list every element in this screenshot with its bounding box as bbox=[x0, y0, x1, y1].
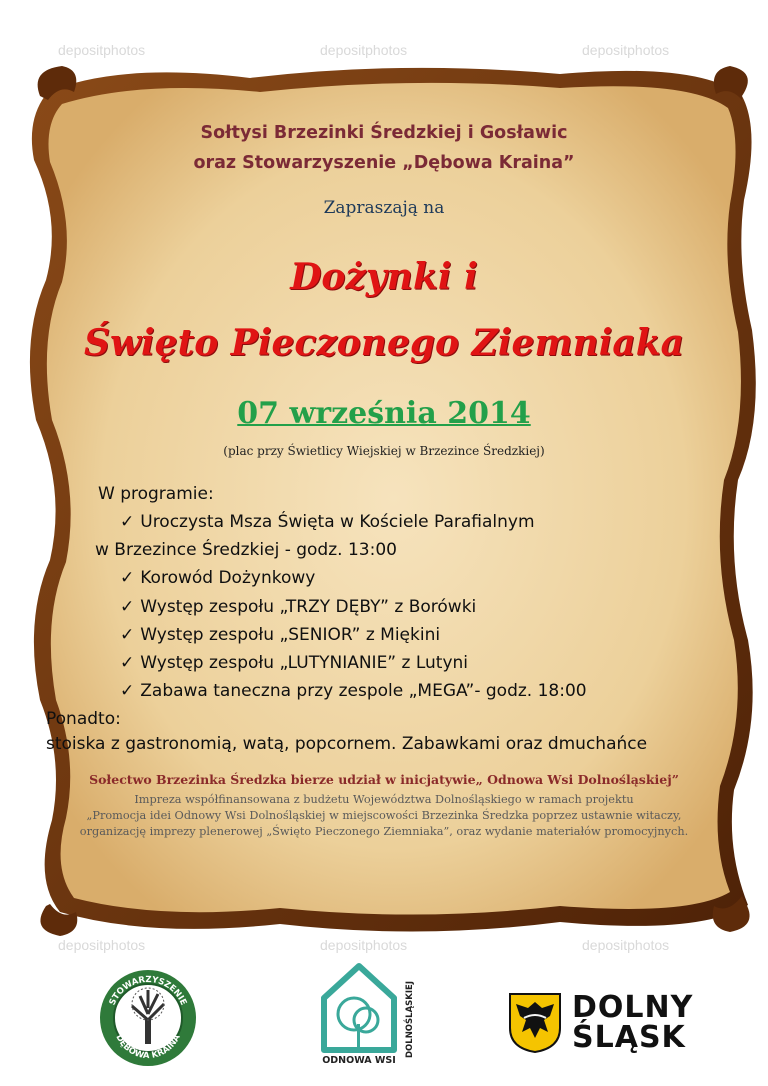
check-icon: ✓ bbox=[120, 625, 135, 645]
event-title-line-1: Dożynki i bbox=[290, 256, 478, 298]
watermark-text: depositphotos bbox=[320, 937, 408, 953]
event-place: (plac przy Świetlicy Wiejskiej w Brzezince Średzkiej) bbox=[223, 444, 545, 458]
program-item bbox=[120, 625, 440, 645]
program-item-text: Występ zespołu „SENIOR” z Miękini bbox=[140, 625, 441, 645]
extra-text: stoiska z gastronomią, watą, popcornem. Zabawkami oraz dmuchańce bbox=[46, 734, 648, 754]
association-logo-bottom-text: DĘBOWA KRAINA bbox=[113, 1033, 183, 1062]
organizers-line-2: oraz Stowarzyszenie „Dębowa Kraina” bbox=[193, 153, 575, 173]
organizers bbox=[0, 118, 768, 178]
event-date: 07 września 2014 bbox=[237, 396, 531, 431]
watermark-text: depositphotos bbox=[58, 42, 146, 58]
association-logo bbox=[98, 968, 198, 1068]
watermark-text: depositphotos bbox=[582, 937, 670, 953]
odnowa-logo-side-text: DOLNOŚLĄSKIEJ bbox=[405, 981, 415, 1058]
odnowa-logo-bottom-text: ODNOWA WSI bbox=[322, 1055, 396, 1066]
extra-heading: Ponadto: bbox=[46, 709, 121, 729]
footer-line: organizację imprezy plenerowej „Święto Pieczonego Ziemniaka”, oraz wydanie materiałów promocyjnych. bbox=[79, 825, 689, 838]
region-logo-line-1: DOLNY bbox=[572, 990, 694, 1025]
program-item bbox=[120, 568, 315, 588]
region-logo-text bbox=[572, 990, 694, 1055]
program-heading: W programie: bbox=[98, 484, 214, 504]
program-item-text: Występ zespołu „LUTYNIANIE” z Lutyni bbox=[140, 653, 469, 673]
association-logo-top-text: STOWARZYSZENIE bbox=[107, 974, 189, 1007]
footer-line: „Promocja idei Odnowy Wsi Dolnośląskiej w miejscowości Brzezinka Średzka poprzez ustawnie witaczy, bbox=[86, 809, 682, 822]
check-icon: ✓ bbox=[120, 653, 135, 673]
region-logo-line-2: ŚLĄSK bbox=[572, 1020, 686, 1055]
program-item-text: Występ zespołu „TRZY DĘBY” z Borówki bbox=[140, 597, 477, 617]
check-icon: ✓ bbox=[120, 597, 135, 617]
program-item bbox=[120, 681, 587, 701]
eagle-coat-of-arms-icon bbox=[508, 992, 562, 1054]
check-icon: ✓ bbox=[120, 681, 135, 701]
watermark-text: depositphotos bbox=[320, 42, 408, 58]
program-item-text: Zabawa taneczna przy zespole „MEGA”- godz. 18:00 bbox=[140, 681, 587, 701]
footer-line: Impreza współfinansowana z budżetu Województwa Dolnośląskiego w ramach projektu bbox=[134, 793, 634, 806]
check-icon: ✓ bbox=[120, 568, 135, 588]
program-item bbox=[120, 653, 468, 673]
program-item-text: Korowód Dożynkowy bbox=[140, 568, 316, 588]
invite-text: Zapraszają na bbox=[323, 198, 445, 218]
odnowa-wsi-logo bbox=[314, 958, 424, 1068]
event-title-line-2: Święto Pieczonego Ziemniaka bbox=[84, 322, 684, 364]
program-item bbox=[120, 597, 476, 617]
program-item-text: Uroczysta Msza Święta w Kościele Parafialnym bbox=[140, 512, 535, 532]
program-item bbox=[120, 512, 535, 532]
check-icon: ✓ bbox=[120, 512, 135, 532]
watermark-text: depositphotos bbox=[58, 937, 146, 953]
footer-initiative: Sołectwo Brzezinka Średzka bierze udział w inicjatywie„ Odnowa Wsi Dolnośląskiej” bbox=[89, 772, 679, 787]
program-item-continuation: w Brzezince Średzkiej - godz. 13:00 bbox=[95, 540, 397, 560]
organizers-line-1: Sołtysi Brzezinki Średzkiej i Gosławic bbox=[200, 123, 568, 143]
watermark-text: depositphotos bbox=[582, 42, 670, 58]
